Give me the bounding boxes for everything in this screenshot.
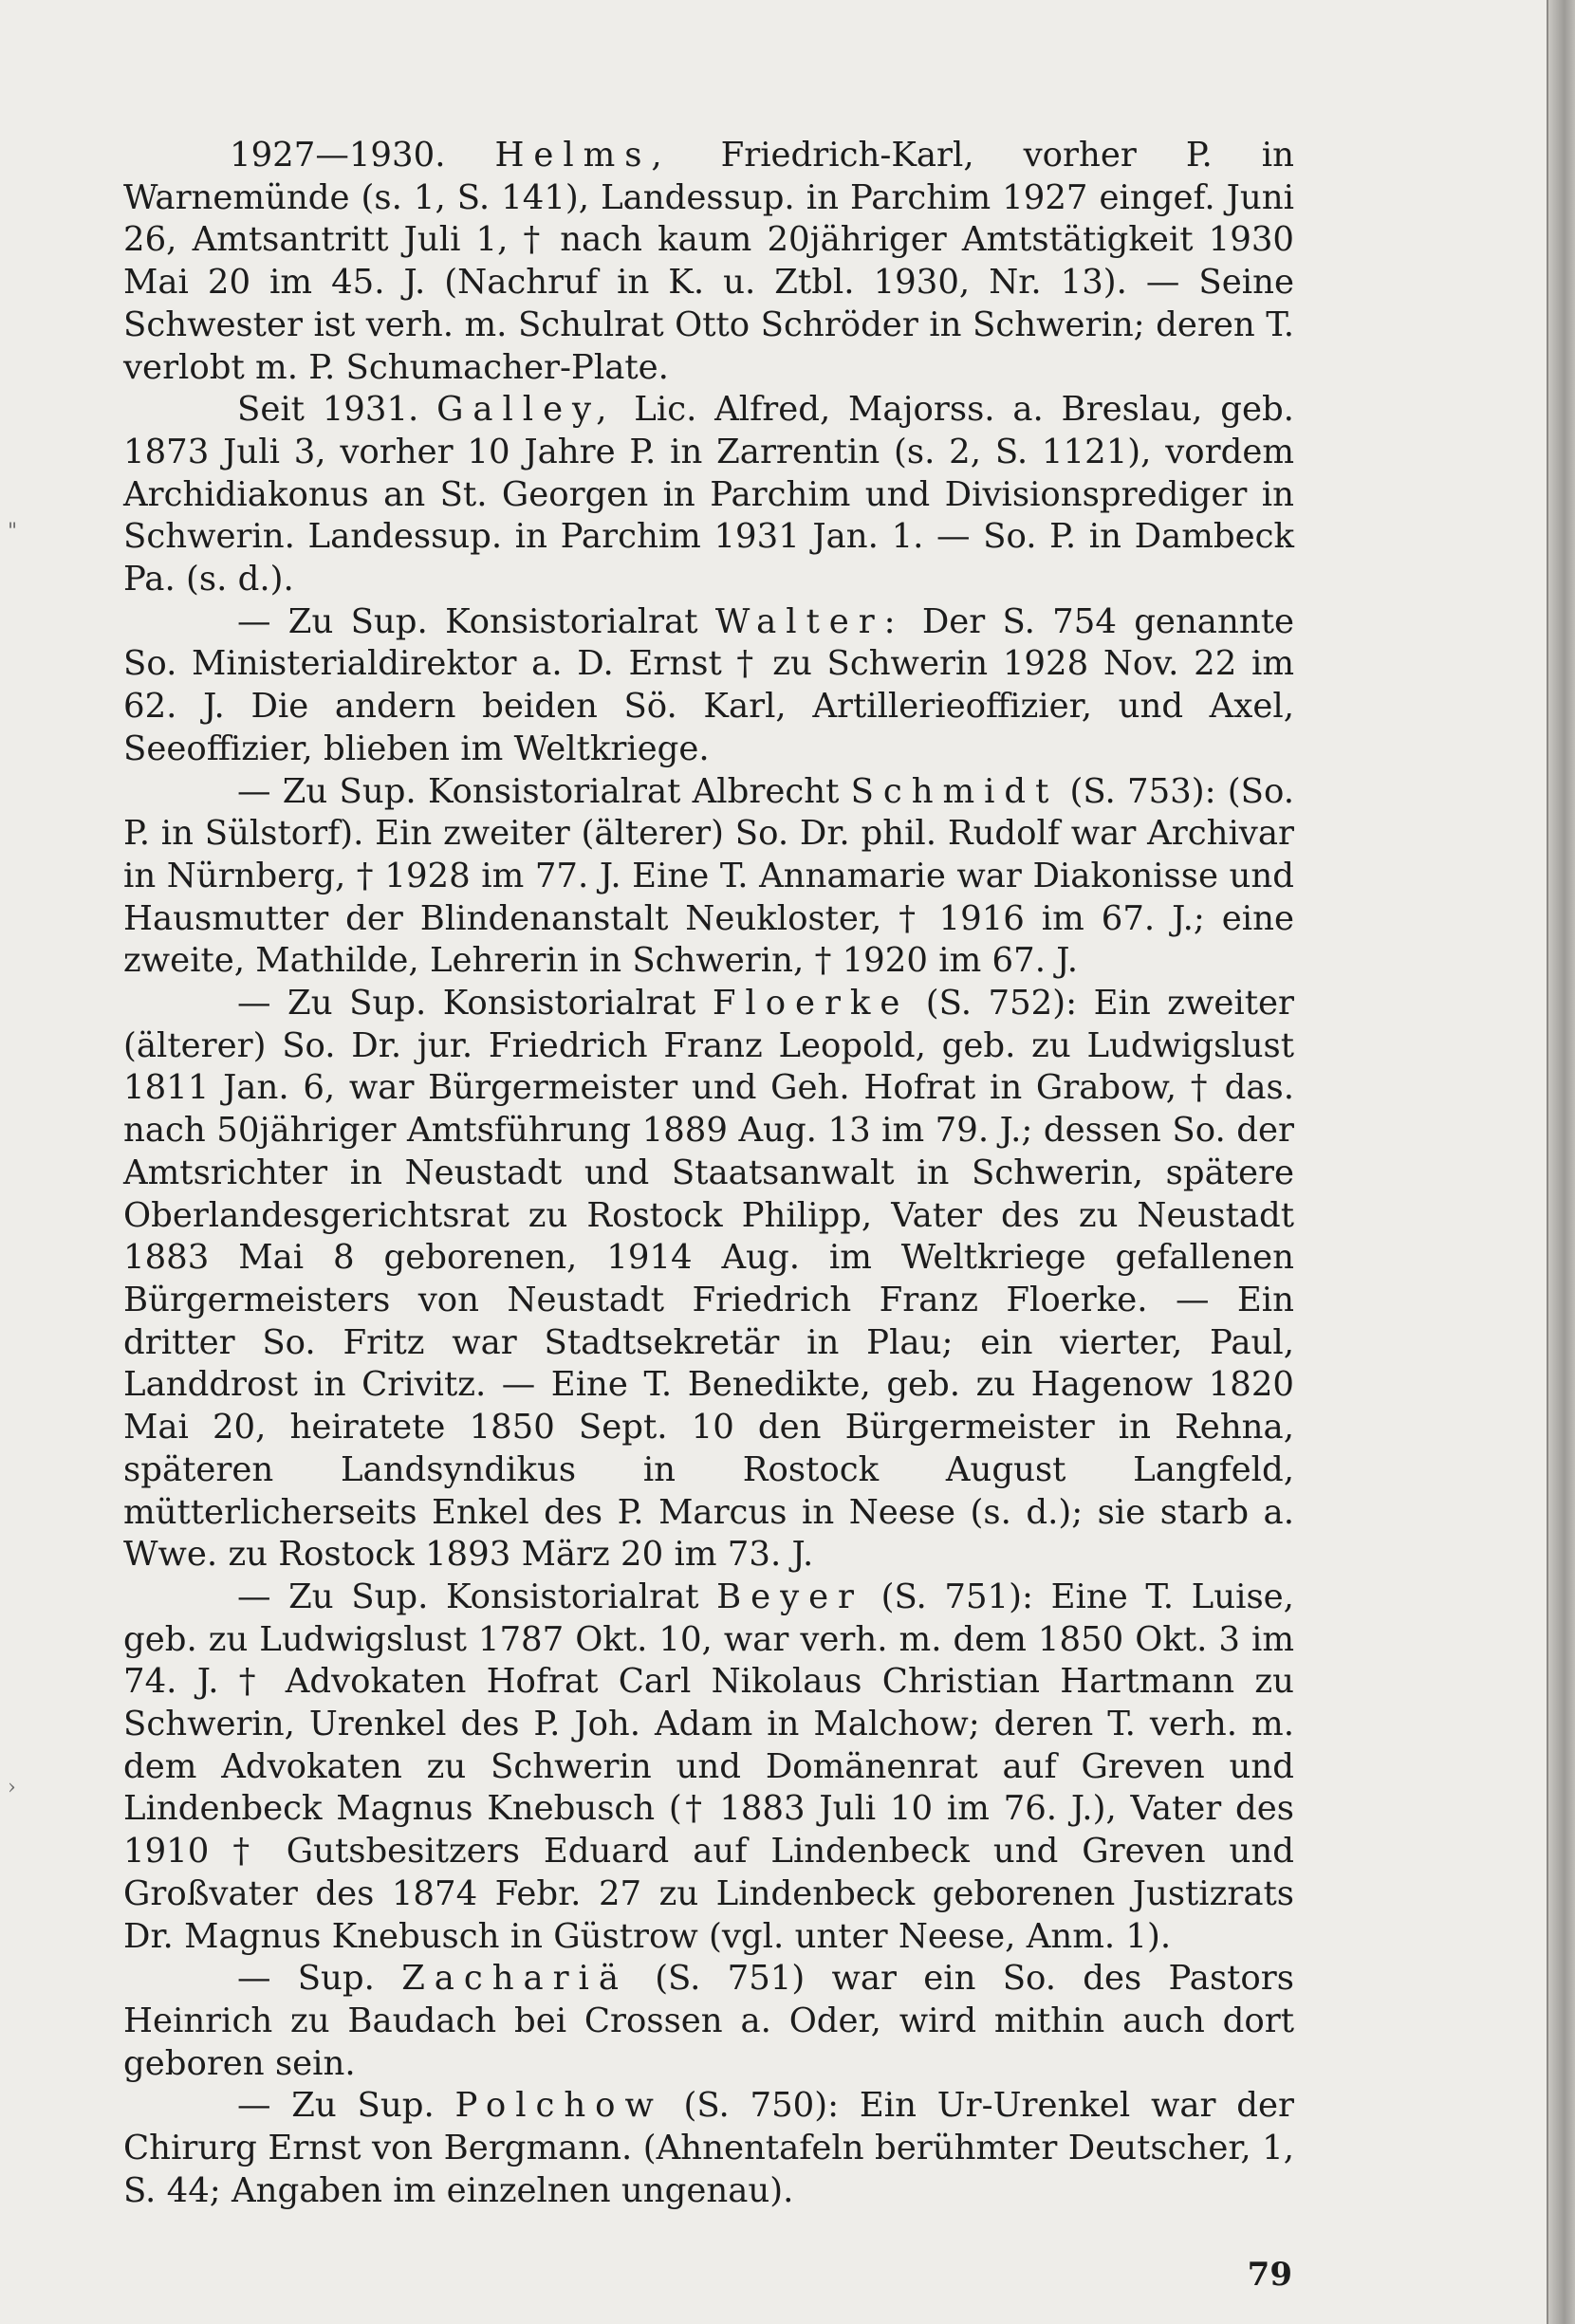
paragraph-beyer [123, 1577, 1294, 1958]
entry-lead: — Zu Sup. Konsistorialrat [237, 1577, 699, 1616]
entry-name: Beyer [716, 1577, 863, 1616]
entry-name: Zachariä [401, 1959, 628, 1999]
page-number: 79 [1247, 2256, 1292, 2294]
entry-text: Friedrich-Karl, vorher P. in Warnemünde (s. 1, S. 141), Landessup. in Parchim 1927 eingef. Juni 26, Amtsantritt Juli 1, † nach kaum 20jähriger Amtstätigkeit 1930 Mai 20 im 45. J. (Nachruf in K. u. Ztbl. 1930, Nr. 13). — Seine Schwester ist verh. m. Schulrat Otto Schröder in Schwerin; deren T. verlobt m. P. Schumacher-Plate. [123, 136, 1294, 387]
entry-name: Floerke [712, 984, 910, 1024]
entry-lead: 1927—1930. [230, 136, 446, 175]
entry-name: Galley, [436, 390, 617, 430]
paragraph-schmidt [123, 771, 1294, 984]
paragraph-zacharia [123, 1958, 1294, 2085]
entry-text: (S. 753): (So. P. in Sülstorf). Ein zweiter (älterer) So. Dr. phil. Rudolf war Archivar in Nürnberg, † 1928 im 77. J. Eine T. Annamarie war Diakonisse und Hausmutter der Blindenanstalt Neukloster, † 1916 im 67. J.; eine zweite, Mathilde, Lehrerin in Schwerin, † 1920 im 67. J. [123, 771, 1294, 981]
entry-name: Polchow [454, 2086, 663, 2126]
entry-text: (S. 751) war ein So. des Pastors Heinrich zu Baudach bei Crossen a. Oder, wird mithin auch dort geboren sein. [123, 1959, 1294, 2083]
margin-mark: › [8, 1776, 16, 1799]
entry-text: Lic. Alfred, Majorss. a. Breslau, geb. 1873 Juli 3, vorher 10 Jahre P. in Zarrentin (s. 2, S. 1121), vordem Archidiakonus an St. Georgen in Parchim und Divisionsprediger in Schwerin. Landessup. in Parchim 1931 Jan. 1. — So. P. in Dambeck Pa. (s. d.). [123, 390, 1294, 599]
page-edge-shadow [1548, 0, 1575, 2324]
paragraph-helms [123, 135, 1294, 389]
entry-name: Helms, [494, 136, 672, 175]
entry-name: Schmidt [850, 771, 1059, 811]
margin-mark: " [8, 520, 18, 544]
entry-text: (S. 751): Eine T. Luise, geb. zu Ludwigslust 1787 Okt. 10, war verh. m. dem 1850 Okt. 3 im 74. J. † Advokaten Hofrat Carl Nikolaus Christian Hartmann zu Schwerin, Urenkel des P. Joh. Adam in Malchow; deren T. verh. m. dem Advokaten zu Schwerin und Domänenrat auf Greven und Lindenbeck Magnus Knebusch († 1883 Juli 10 im 76. J.), Vater des 1910 † Gutsbesitzers Eduard auf Lindenbeck und Greven und Großvater des 1874 Febr. 27 zu Lindenbeck geborenen Justizrats Dr. Magnus Knebusch in Güstrow (vgl. unter Neese, Anm. 1). [123, 1577, 1294, 1956]
entry-text: Der S. 754 genannte So. Ministerialdirektor a. D. Ernst † zu Schwerin 1928 Nov. 22 im 62. J. Die andern beiden Sö. Karl, Artillerieoffizier, und Axel, Seeoffizier, blieben im Weltkriege. [123, 601, 1294, 768]
entry-lead: — Zu Sup. Konsistorialrat Albrecht [237, 771, 840, 811]
entry-lead: — Zu Sup. Konsistorialrat [237, 984, 696, 1024]
entry-text: (S. 752): Ein zweiter (älterer) So. Dr. jur. Friedrich Franz Leopold, geb. zu Ludwigslust 1811 Jan. 6, war Bürgermeister und Geh. Hofrat in Grabow, † das. nach 50jähriger Amtsführung 1889 Aug. 13 im 79. J.; dessen So. der Amtsrichter in Neustadt und Staatsanwalt in Schwerin, spätere Oberlandesgerichtsrat zu Rostock Philipp, Vater des zu Neustadt 1883 Mai 8 geborenen, 1914 Aug. im Weltkriege gefallenen Bürgermeisters von Neustadt Friedrich Franz Floerke. — Ein dritter So. Fritz war Stadtsekretär in Plau; ein vierter, Paul, Landdrost in Crivitz. — Eine T. Benedikte, geb. zu Hagenow 1820 Mai 20, heiratete 1850 Sept. 10 den Bürgermeister in Rehna, späteren Landsyndikus in Rostock August Langfeld, mütterlicherseits Enkel des P. Marcus in Neese (s. d.); sie starb a. Wwe. zu Rostock 1893 März 20 im 73. J. [123, 984, 1294, 1575]
paragraph-walter [123, 601, 1294, 771]
entry-text: (S. 750): Ein Ur-Urenkel war der Chirurg Ernst von Bergmann. (Ahnentafeln berühmter Deutscher, 1, S. 44; Angaben im einzelnen ungenau). [123, 2086, 1294, 2210]
entry-lead: — Sup. [237, 1959, 375, 1999]
page-body-text [123, 135, 1294, 2212]
entry-lead: — Zu Sup. [237, 2086, 435, 2126]
paragraph-polchow [123, 2085, 1294, 2212]
paragraph-floerke [123, 983, 1294, 1577]
entry-name: Walter: [714, 601, 905, 641]
entry-lead: — Zu Sup. Konsistorialrat [237, 601, 698, 641]
entry-lead: Seit 1931. [237, 390, 419, 430]
paragraph-galley [123, 389, 1294, 601]
